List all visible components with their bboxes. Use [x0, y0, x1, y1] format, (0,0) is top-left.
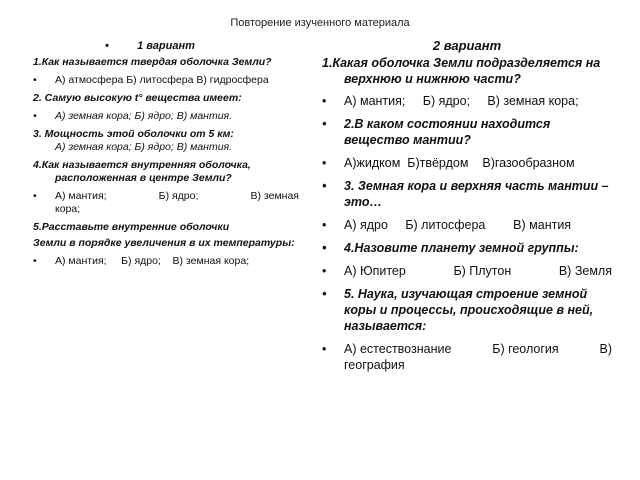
variant-1-heading — [33, 40, 299, 52]
bullet-icon: • — [322, 342, 327, 356]
bullet-icon: • — [33, 190, 37, 202]
question-2-3 — [322, 178, 612, 210]
bullet-icon: • — [33, 110, 37, 122]
answer-2-5-b: Б) геология — [492, 342, 559, 356]
bullet-icon: • — [322, 241, 327, 255]
bullet-icon: • — [322, 156, 327, 170]
answer-4-c: В) земная — [250, 190, 299, 202]
bullet-icon: • — [322, 218, 327, 232]
bullet-icon: • — [322, 179, 327, 193]
answers-2-4 — [322, 263, 612, 279]
answers-2-2 — [322, 155, 612, 171]
answer-2-1-b: Б) ядро; — [422, 94, 471, 108]
question-2-4-text: 4.Назовите планету земной группы: — [344, 241, 579, 255]
answers-1 — [33, 74, 299, 87]
bullet-icon: • — [322, 94, 327, 108]
question-2-5 — [322, 286, 612, 334]
answers-2-3 — [322, 217, 612, 233]
answer-2-2-a: А)жидком — [344, 156, 401, 170]
answer-2-5-a: А) естествознание — [344, 342, 452, 356]
answers-4 — [33, 190, 299, 216]
answers-2-5 — [322, 341, 612, 373]
question-1: 1.Как называется твердая оболочка Земли? — [33, 56, 272, 68]
answer-2-1-a: А) мантия; — [344, 94, 406, 108]
bullet-icon: • — [322, 287, 327, 301]
answer-2-1-c: В) земная кора; — [487, 94, 579, 108]
answer-2-2-c: В)газообразном — [482, 156, 575, 170]
answer-5-b: Б) ядро; — [121, 255, 161, 267]
question-5-line2: Земли в порядке увеличения в их температуры: — [33, 237, 295, 249]
bullet-icon: • — [33, 255, 37, 267]
answer-5-a: А) мантия; — [55, 255, 107, 267]
answers-1-text: А) атмосфера Б) литосфера В) гидросфера — [55, 74, 269, 86]
answer-2-2-b: Б)твёрдом — [407, 156, 469, 170]
variant-1-title: 1 вариант — [137, 40, 195, 52]
bullet-icon: • — [322, 117, 327, 131]
answer-2-4-a: А) Юпитер — [344, 264, 406, 278]
question-2-4 — [322, 240, 612, 256]
answers-3 — [33, 141, 299, 154]
question-2-5-text: 5. Наука, изучающая строение земной коры и процессы, происходящие в ней, называется: — [344, 287, 594, 333]
question-2-3-text: 3. Земная кора и верхняя часть мантии – это… — [344, 179, 609, 209]
question-4: 4.Как называется внутренняя оболочка, расположенная в центре Земли? — [33, 159, 251, 184]
answer-2-4-b: Б) Плутон — [453, 264, 512, 278]
variant-1-column — [33, 40, 299, 273]
question-2-2 — [322, 116, 612, 148]
question-5-line1: 5.Расставьте внутренние оболочки — [33, 221, 230, 233]
answer-5-c: В) земная кора; — [172, 255, 250, 267]
answer-2-4-c: В) Земля — [558, 264, 612, 278]
answer-2-3-a: А) ядро — [344, 218, 388, 232]
variant-2-heading: 2 вариант — [432, 38, 502, 53]
answer-2-3-b: Б) литосфера — [405, 218, 486, 232]
bullet-icon: • — [322, 264, 327, 278]
slide-title: Повторение изученного материала — [230, 17, 410, 29]
variant-2-column — [322, 38, 612, 380]
answer-4-c-cont: кора; — [55, 203, 81, 215]
answer-2-5-c: В) — [599, 342, 612, 356]
answers-2 — [33, 110, 299, 123]
bullet-icon: • — [33, 74, 37, 86]
question-2-2-text: 2.В каком состоянии находится вещество мантии? — [344, 117, 551, 147]
answers-3-text: А) земная кора; Б) ядро; В) мантия. — [55, 141, 233, 153]
answer-4-a: А) мантия; — [55, 190, 107, 202]
question-2-1: 1.Какая оболочка Земли подразделяется на верхнюю и нижнюю части? — [322, 56, 601, 86]
answers-2-text: А) земная кора; Б) ядро; В) мантия. — [55, 110, 233, 122]
answer-4-b: Б) ядро; — [158, 190, 199, 202]
answers-5 — [33, 255, 299, 268]
question-2: 2. Самую высокую t° вещества имеет: — [33, 92, 242, 104]
answer-2-5-c-cont: география — [344, 358, 405, 372]
question-3: 3. Мощность этой оболочки от 5 км: — [33, 128, 234, 140]
answer-2-3-c: В) мантия — [513, 218, 572, 232]
bullet-icon: • — [105, 40, 109, 52]
answers-2-1 — [322, 93, 612, 109]
